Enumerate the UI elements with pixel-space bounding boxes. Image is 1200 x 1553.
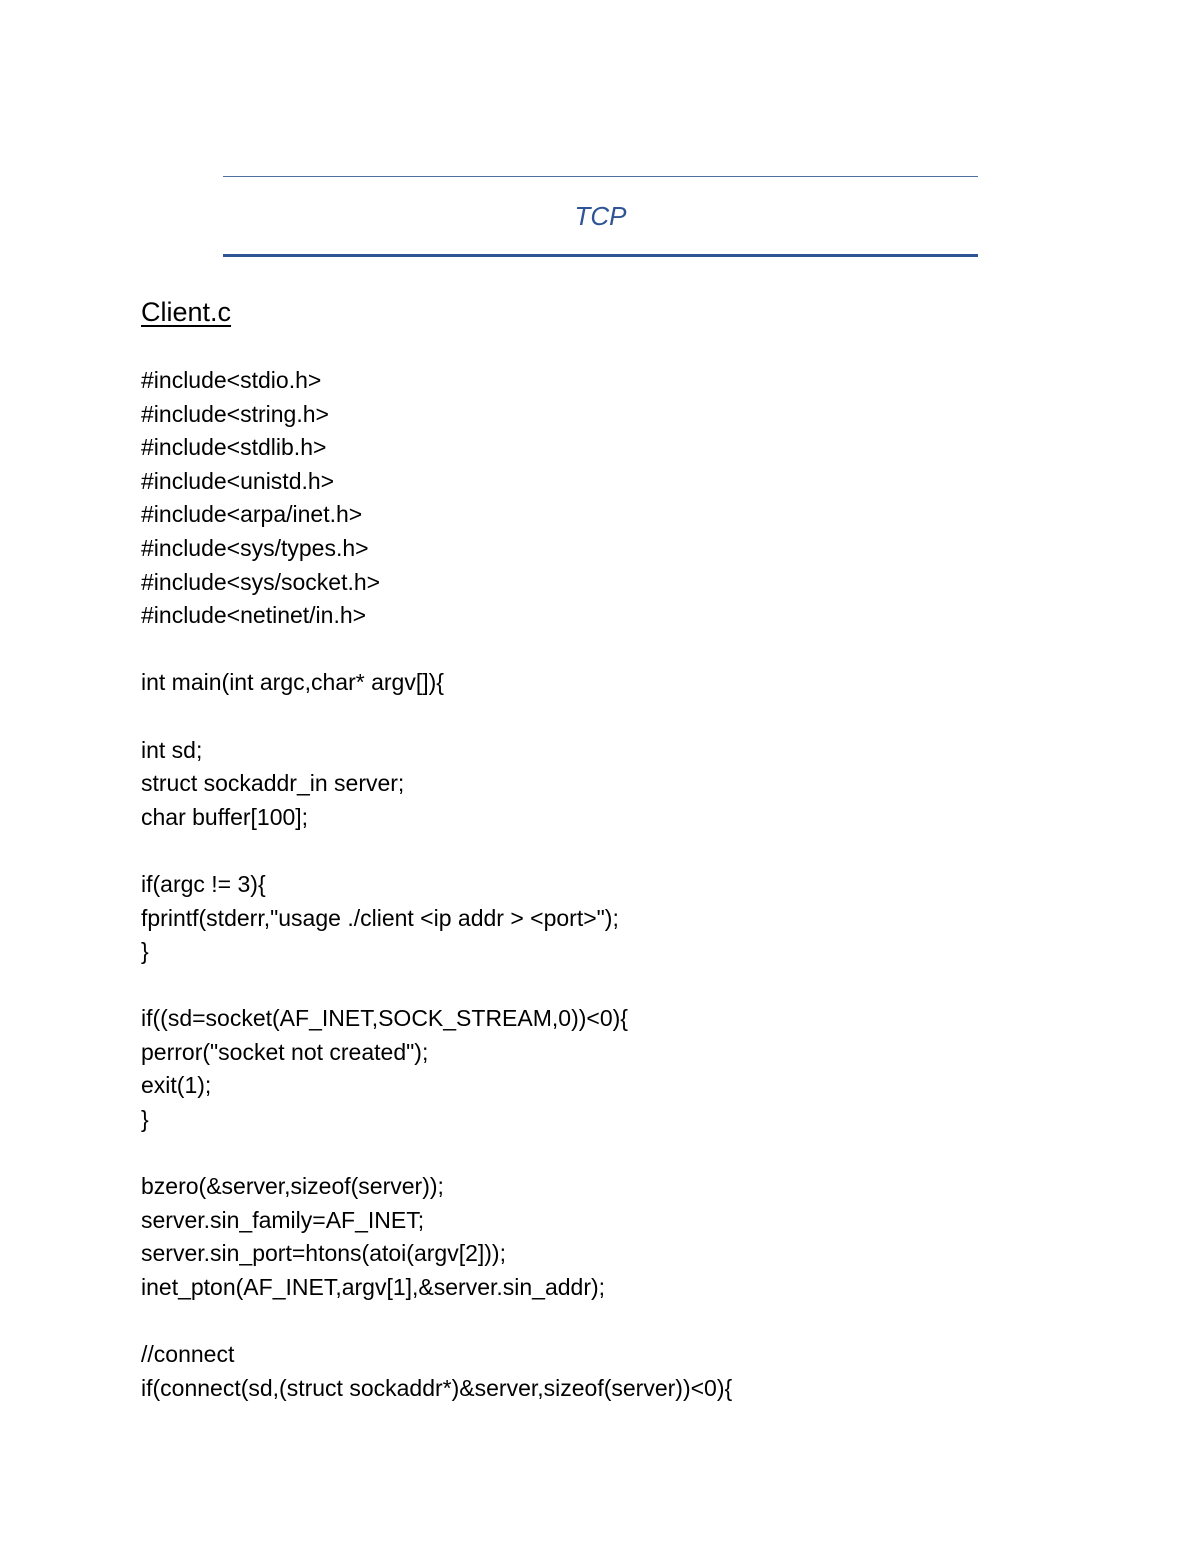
code-line: fprintf(stderr,"usage ./client <ip addr > <port>"); — [141, 904, 619, 931]
blank-line — [141, 700, 1141, 734]
code-line: server.sin_port=htons(atoi(argv[2])); — [141, 1240, 506, 1267]
blank-line — [141, 834, 1141, 868]
code-line: #include<netinet/in.h> — [141, 602, 367, 629]
code-line: server.sin_family=AF_INET; — [141, 1206, 425, 1233]
code-line: if(connect(sd,(struct sockaddr*)&server,sizeof(server))<0){ — [141, 1374, 733, 1401]
code-line: char buffer[100]; — [141, 803, 309, 830]
file-title: Client.c — [141, 297, 232, 327]
code-line: #include<unistd.h> — [141, 467, 335, 494]
code-line: inet_pton(AF_INET,argv[1],&server.sin_addr); — [141, 1274, 606, 1301]
code-line: #include<string.h> — [141, 400, 329, 427]
code-line: int sd; — [141, 736, 203, 763]
code-line: struct sockaddr_in server; — [141, 770, 405, 797]
heading-bottom-rule — [223, 254, 978, 257]
blank-line — [141, 1305, 1141, 1339]
heading-top-rule — [223, 176, 978, 177]
code-line: //connect — [141, 1341, 235, 1368]
code-line: if((sd=socket(AF_INET,SOCK_STREAM,0))<0){ — [141, 1005, 628, 1032]
code-listing — [141, 364, 1141, 1405]
code-line: perror("socket not created"); — [141, 1038, 429, 1065]
code-line: if(argc != 3){ — [141, 870, 266, 897]
code-line: #include<sys/types.h> — [141, 534, 369, 561]
blank-line — [141, 1137, 1141, 1171]
code-line: #include<sys/socket.h> — [141, 568, 381, 595]
code-line: int main(int argc,char* argv[]){ — [141, 669, 444, 696]
code-line: #include<stdlib.h> — [141, 434, 327, 461]
code-line: exit(1); — [141, 1072, 212, 1099]
code-line: #include<stdio.h> — [141, 367, 322, 393]
blank-line — [141, 969, 1141, 1003]
blank-line — [141, 633, 1141, 667]
code-line: #include<arpa/inet.h> — [141, 501, 363, 528]
code-line: bzero(&server,sizeof(server)); — [141, 1173, 444, 1200]
code-line: } — [141, 938, 149, 965]
code-line: } — [141, 1106, 149, 1133]
section-heading: TCP — [574, 201, 627, 231]
